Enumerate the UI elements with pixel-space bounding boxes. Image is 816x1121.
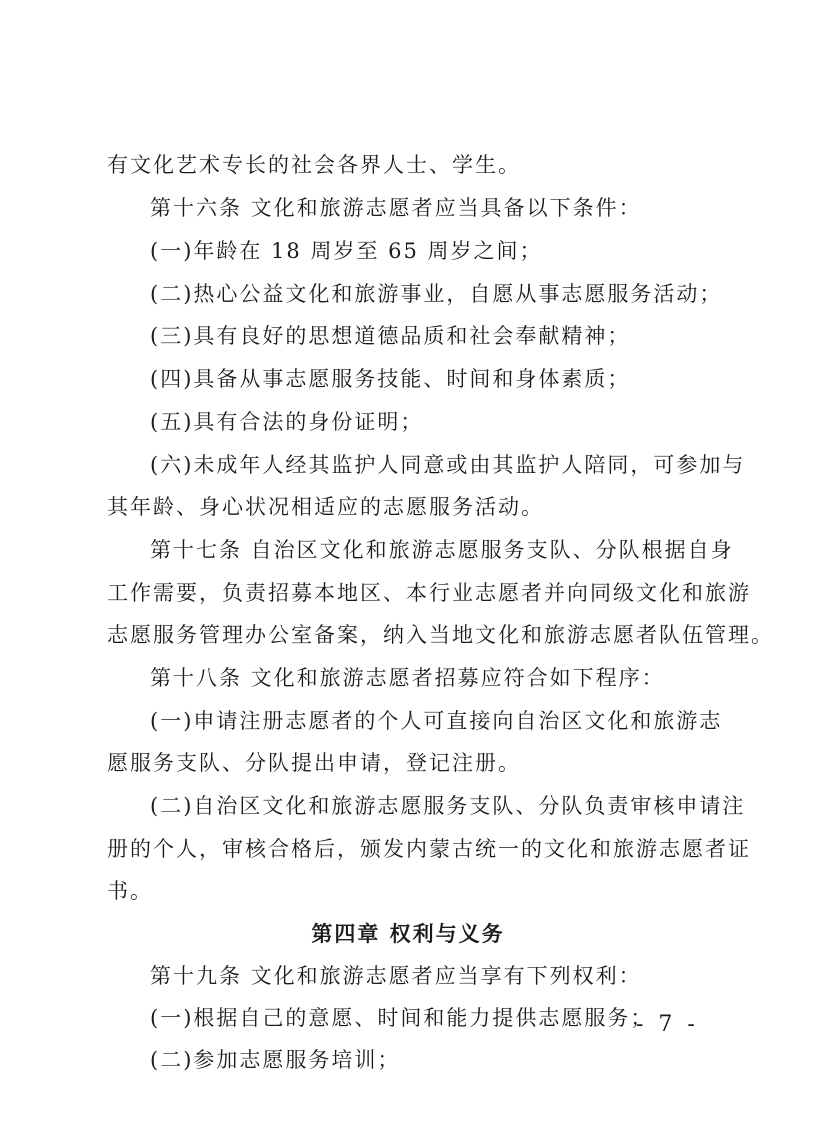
- article-18-heading: 第十八条 文化和旅游志愿者招募应符合如下程序：: [150, 666, 665, 690]
- paragraph-line: 书。: [107, 879, 153, 903]
- list-item: (四)具备从事志愿服务技能、时间和身体素质；: [150, 367, 631, 391]
- article-16-heading: 第十六条 文化和旅游志愿者应当具备以下条件：: [150, 196, 642, 220]
- chapter-heading: 第四章 权利与义务: [311, 922, 505, 946]
- article-19-heading: 第十九条 文化和旅游志愿者应当享有下列权利：: [150, 964, 642, 988]
- list-item: (三)具有良好的思想道德品质和社会奉献精神；: [150, 324, 631, 348]
- article-17-heading: 第十七条 自治区文化和旅游志愿服务支队、分队根据自身: [150, 538, 734, 562]
- paragraph-line: 工作需要，负责招募本地区、本行业志愿者并向同级文化和旅游: [107, 581, 751, 605]
- list-item: (一)申请注册志愿者的个人可直接向自治区文化和旅游志: [150, 709, 723, 733]
- list-item: (二)参加志愿服务培训；: [150, 1048, 401, 1072]
- list-item: (一)根据自己的意愿、时间和能力提供志愿服务；: [150, 1006, 654, 1030]
- paragraph-line: 有文化艺术专长的社会各界人士、学生。: [107, 153, 521, 177]
- paragraph-line: 册的个人，审核合格后，颁发内蒙古统一的文化和旅游志愿者证: [107, 837, 751, 861]
- list-item: (五)具有合法的身份证明；: [150, 410, 424, 434]
- list-item: (六)未成年人经其监护人同意或由其监护人陪同，可参加与: [150, 453, 746, 477]
- paragraph-line: 志愿服务管理办公室备案，纳入当地文化和旅游志愿者队伍管理。: [107, 623, 774, 647]
- list-item: (一)年龄在 18 周岁至 65 周岁之间；: [150, 239, 543, 263]
- list-item: (二)热心公益文化和旅游事业，自愿从事志愿服务活动；: [150, 282, 723, 306]
- paragraph-line: 其年龄、身心状况相适应的志愿服务活动。: [107, 495, 544, 519]
- list-item: (二)自治区文化和旅游志愿服务支队、分队负责审核申请注: [150, 794, 746, 818]
- page-number: - 7 -: [636, 1012, 699, 1037]
- paragraph-line: 愿服务支队、分队提出申请，登记注册。: [107, 751, 521, 775]
